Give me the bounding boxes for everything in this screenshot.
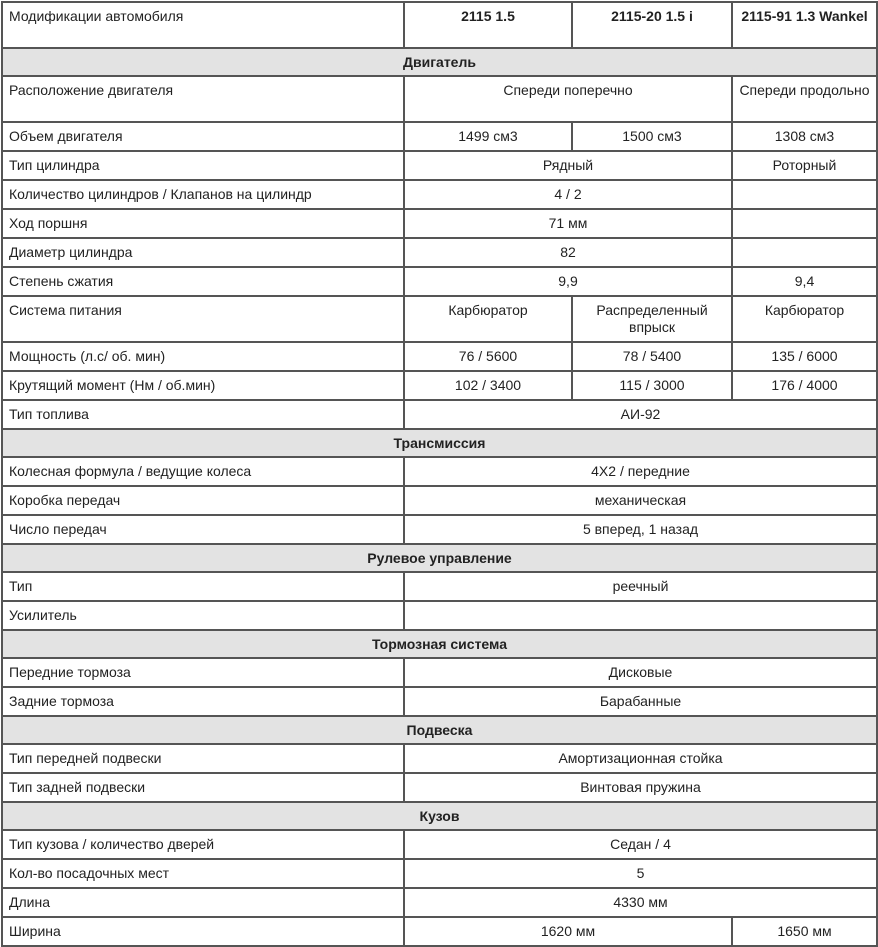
table-row — [2, 122, 877, 151]
row-value: механическая — [404, 486, 877, 515]
row-value: Роторный — [732, 151, 877, 180]
spec-table — [1, 1, 878, 947]
row-label: Передние тормоза — [2, 658, 404, 687]
section-engine — [2, 48, 877, 76]
row-label: Ширина — [2, 917, 404, 946]
section-title: Подвеска — [2, 716, 877, 744]
row-value — [732, 238, 877, 267]
table-row — [2, 601, 877, 630]
row-value: Дисковые — [404, 658, 877, 687]
section-title: Двигатель — [2, 48, 877, 76]
row-label: Тип кузова / количество дверей — [2, 830, 404, 859]
row-value: 4X2 / передние — [404, 457, 877, 486]
row-value: Винтовая пружина — [404, 773, 877, 802]
table-row — [2, 209, 877, 238]
model-1: 2115 1.5 — [404, 2, 572, 48]
row-label: Тип топлива — [2, 400, 404, 429]
section-title: Рулевое управление — [2, 544, 877, 572]
row-value: 9,9 — [404, 267, 732, 296]
table-row — [2, 572, 877, 601]
row-label: Количество цилиндров / Клапанов на цилиндр — [2, 180, 404, 209]
row-value: Спереди поперечно — [404, 76, 732, 122]
table-row — [2, 180, 877, 209]
row-label: Объем двигателя — [2, 122, 404, 151]
table-row — [2, 238, 877, 267]
row-value: 71 мм — [404, 209, 732, 238]
table-row — [2, 917, 877, 946]
row-label: Тип — [2, 572, 404, 601]
table-row — [2, 400, 877, 429]
table-row — [2, 457, 877, 486]
section-transmission — [2, 429, 877, 457]
row-value: 82 — [404, 238, 732, 267]
row-value: 78 / 5400 — [572, 342, 732, 371]
table-row — [2, 744, 877, 773]
row-label: Усилитель — [2, 601, 404, 630]
model-2: 2115-20 1.5 i — [572, 2, 732, 48]
table-row — [2, 658, 877, 687]
row-label: Число передач — [2, 515, 404, 544]
row-value — [732, 180, 877, 209]
row-value: 5 — [404, 859, 877, 888]
row-value: 4 / 2 — [404, 180, 732, 209]
row-value: 1620 мм — [404, 917, 732, 946]
table-row — [2, 859, 877, 888]
table-row — [2, 267, 877, 296]
table-row — [2, 76, 877, 122]
row-value: 115 / 3000 — [572, 371, 732, 400]
row-value: Спереди продольно — [732, 76, 877, 122]
row-value: Амортизационная стойка — [404, 744, 877, 773]
row-label: Задние тормоза — [2, 687, 404, 716]
row-label: Тип цилиндра — [2, 151, 404, 180]
table-row — [2, 773, 877, 802]
row-label: Коробка передач — [2, 486, 404, 515]
table-row — [2, 486, 877, 515]
section-title: Тормозная система — [2, 630, 877, 658]
row-label: Диаметр цилиндра — [2, 238, 404, 267]
table-row — [2, 687, 877, 716]
row-value: 135 / 6000 — [732, 342, 877, 371]
table-row — [2, 151, 877, 180]
header-label: Модификации автомобиля — [2, 2, 404, 48]
row-value: 1499 см3 — [404, 122, 572, 151]
row-label: Длина — [2, 888, 404, 917]
row-label: Крутящий момент (Нм / об.мин) — [2, 371, 404, 400]
row-value: 1308 см3 — [732, 122, 877, 151]
row-label: Тип передней подвески — [2, 744, 404, 773]
table-row — [2, 296, 877, 342]
row-value: Рядный — [404, 151, 732, 180]
row-value: 9,4 — [732, 267, 877, 296]
section-steering — [2, 544, 877, 572]
row-value: 1650 мм — [732, 917, 877, 946]
row-value: АИ-92 — [404, 400, 877, 429]
row-label: Расположение двигателя — [2, 76, 404, 122]
row-value: 5 вперед, 1 назад — [404, 515, 877, 544]
row-label: Колесная формула / ведущие колеса — [2, 457, 404, 486]
table-row — [2, 830, 877, 859]
section-body — [2, 802, 877, 830]
row-label: Тип задней подвески — [2, 773, 404, 802]
row-value: 76 / 5600 — [404, 342, 572, 371]
section-title: Кузов — [2, 802, 877, 830]
table-row — [2, 371, 877, 400]
row-value: Карбюратор — [732, 296, 877, 342]
table-row — [2, 888, 877, 917]
row-label: Мощность (л.с/ об. мин) — [2, 342, 404, 371]
row-value: 102 / 3400 — [404, 371, 572, 400]
row-value: Седан / 4 — [404, 830, 877, 859]
row-label: Ход поршня — [2, 209, 404, 238]
row-value: Барабанные — [404, 687, 877, 716]
section-suspension — [2, 716, 877, 744]
section-brakes — [2, 630, 877, 658]
row-value: Распределенный впрыск — [572, 296, 732, 342]
row-label: Степень сжатия — [2, 267, 404, 296]
row-value — [404, 601, 877, 630]
header-row — [2, 2, 877, 48]
table-row — [2, 342, 877, 371]
row-value: Карбюратор — [404, 296, 572, 342]
model-3: 2115-91 1.3 Wankel — [732, 2, 877, 48]
row-value: 4330 мм — [404, 888, 877, 917]
row-value: реечный — [404, 572, 877, 601]
row-value — [732, 209, 877, 238]
section-title: Трансмиссия — [2, 429, 877, 457]
row-label: Система питания — [2, 296, 404, 342]
row-value: 1500 см3 — [572, 122, 732, 151]
table-row — [2, 515, 877, 544]
row-label: Кол-во посадочных мест — [2, 859, 404, 888]
row-value: 176 / 4000 — [732, 371, 877, 400]
